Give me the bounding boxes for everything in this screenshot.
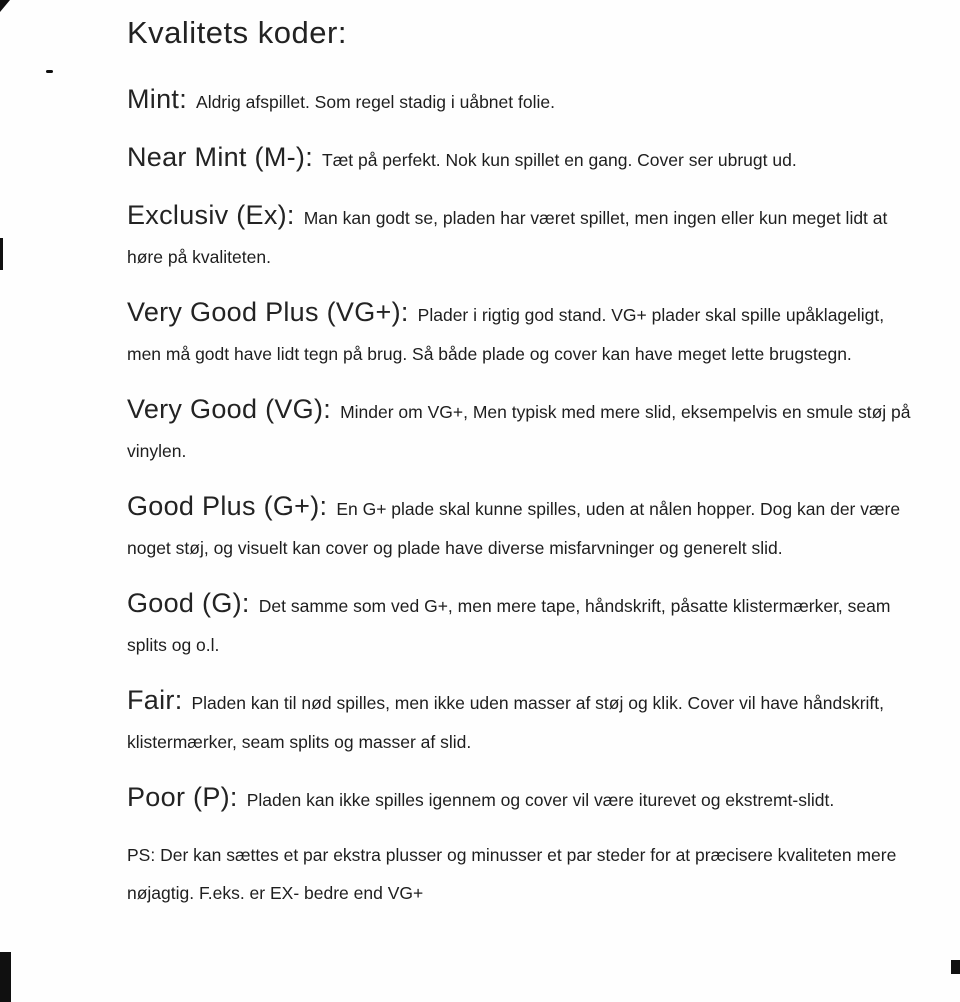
scan-artifact-dash — [46, 70, 53, 73]
grade-entry-very-good — [127, 390, 912, 471]
grade-entry-poor — [127, 778, 912, 820]
grade-term: Poor (P): — [127, 782, 238, 812]
grade-description: Pladen kan ikke spilles igennem og cover vil være iturevet og ekstremt-slidt. — [246, 790, 835, 810]
grade-entry-exclusiv — [127, 196, 912, 277]
grade-description: Det samme som ved G+, men mere tape, håndskrift, påsatte klistermærker, seam splits og o.l. — [127, 596, 891, 655]
grade-term: Exclusiv (Ex): — [127, 200, 295, 230]
document-content — [127, 6, 912, 912]
grade-description: En G+ plade skal kunne spilles, uden at nålen hopper. Dog kan der være noget støj, og visuelt kan cover og plade have diverse misfarvninger og generelt slid. — [127, 499, 901, 558]
grade-entry-good-plus — [127, 487, 912, 568]
scan-artifact-bottom-left — [0, 952, 11, 1002]
grade-entry-good — [127, 584, 912, 665]
grade-term: Near Mint (M-): — [127, 142, 313, 172]
grade-description: Aldrig afspillet. Som regel stadig i uåbnet folie. — [196, 92, 555, 112]
grade-description: Pladen kan til nød spilles, men ikke uden masser af støj og klik. Cover vil have håndskrift, klistermærker, seam splits og masser af slid. — [127, 693, 885, 752]
grade-term: Very Good (VG): — [127, 394, 332, 424]
grade-term: Mint: — [127, 84, 188, 114]
grade-description: Tæt på perfekt. Nok kun spillet en gang. Cover ser ubrugt ud. — [322, 150, 797, 170]
grade-entry-near-mint — [127, 138, 912, 180]
grade-description: Minder om VG+, Men typisk med mere slid, eksempelvis en smule støj på vinylen. — [127, 402, 911, 461]
grade-term: Very Good Plus (VG+): — [127, 297, 409, 327]
grade-term: Good (G): — [127, 588, 250, 618]
ps-note: PS: Der kan sættes et par ekstra plusser og minusser et par steder for at præcisere kvaliteten mere nøjagtig. F.eks. er EX- bedre end VG+ — [127, 845, 897, 903]
grade-entry-very-good-plus — [127, 293, 912, 374]
scan-artifact-top-left — [0, 0, 10, 12]
grade-description: Plader i rigtig god stand. VG+ plader skal spille upåklageligt, men må godt have lidt tegn på brug. Så både plade og cover kan have meget lette brugstegn. — [127, 305, 885, 364]
grade-term: Good Plus (G+): — [127, 491, 328, 521]
grade-entry-mint — [127, 80, 912, 122]
grade-entry-fair — [127, 681, 912, 762]
scan-artifact-bottom-right — [951, 960, 960, 974]
grade-description: Man kan godt se, pladen har været spillet, men ingen eller kun meget lidt at høre på kvaliteten. — [127, 208, 888, 267]
grade-term: Fair: — [127, 685, 183, 715]
page-title: Kvalitets koder: — [127, 15, 347, 50]
scan-artifact-left-edge — [0, 238, 3, 270]
